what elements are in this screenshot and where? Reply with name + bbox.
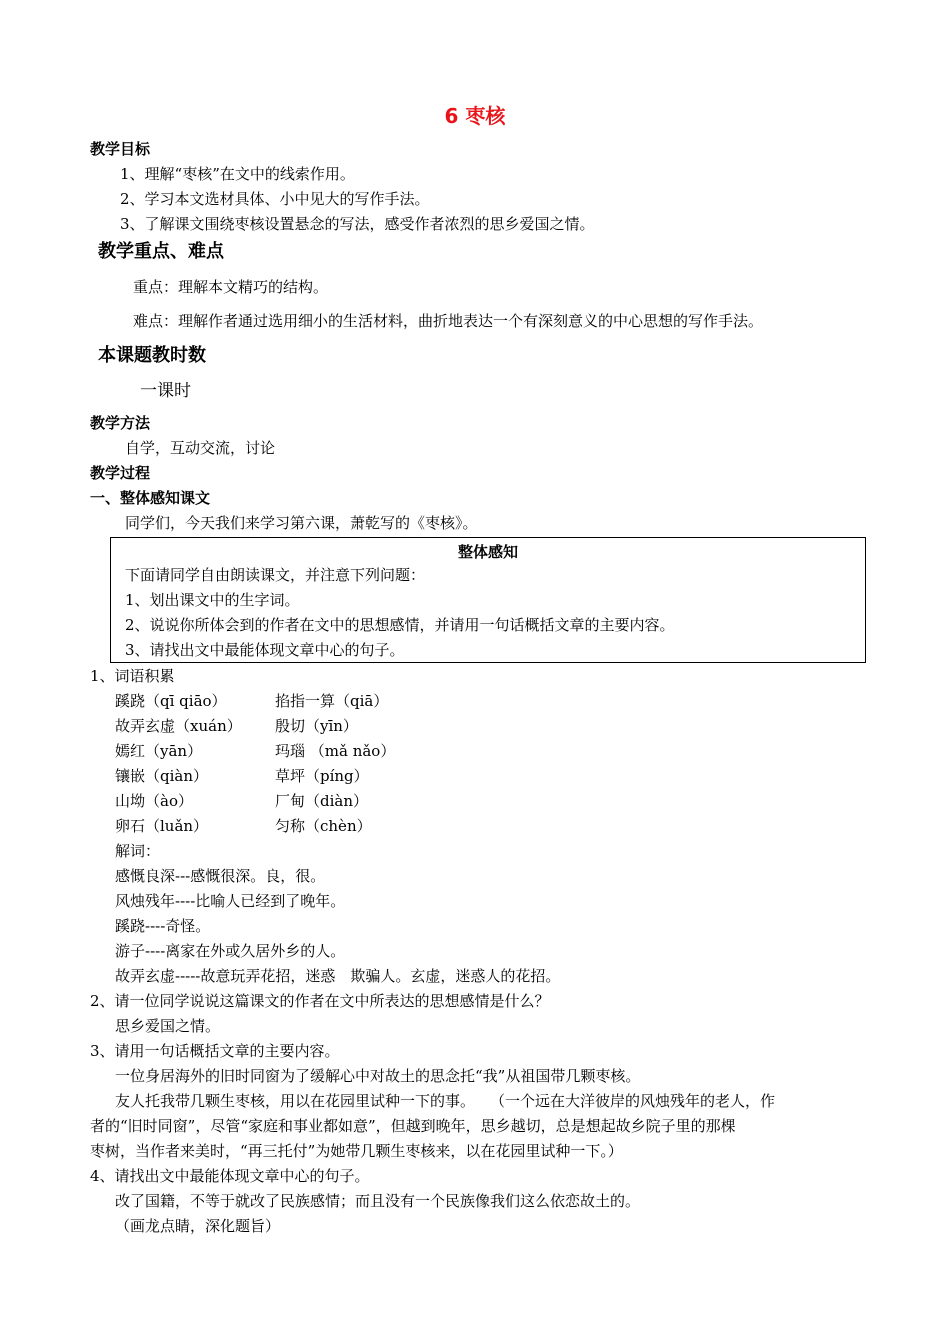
question-4: 4、请找出文中最能体现文章中心的句子。 <box>90 1167 370 1185</box>
goal-item: 3、了解课文围绕枣核设置悬念的写法，感受作者浓烈的思乡爱国之情。 <box>120 215 595 233</box>
answer-3-detail: 枣树，当作者来美时，“再三托付”为她带几颗生枣核来，以在花园里试种一下。） <box>90 1142 623 1160</box>
question-3: 3、请用一句话概括文章的主要内容。 <box>90 1042 340 1060</box>
hours-value: 一课时 <box>140 381 191 401</box>
page-title: 6 枣核 <box>444 104 506 128</box>
vocab-item: 匀称（chèn） <box>275 817 372 835</box>
answer-3-detail: 者的“旧时同窗”，尽管“家庭和事业都如意”，但越到晚年，思乡越切，总是想起故乡院子里的那棵 <box>90 1117 736 1135</box>
focus-text: 重点：理解本文精巧的结构。 <box>133 278 329 296</box>
vocab-item: 镶嵌（qiàn） <box>115 767 209 785</box>
method-value: 自学，互动交流，讨论 <box>125 439 276 457</box>
box-line: 2、说说你所体会到的作者在文中的思想感情，并请用一句话概括文章的主要内容。 <box>125 616 675 634</box>
answer-4: 改了国籍，不等于就改了民族感情；而且没有一个民族像我们这么依恋故土的。 <box>115 1192 641 1210</box>
vocab-item: 玛瑙 （mǎ nǎo） <box>275 742 396 760</box>
explain-line: 感慨良深---感慨很深。良，很。 <box>115 867 326 885</box>
explain-heading: 解词： <box>115 842 161 860</box>
goal-item: 1、理解“枣核”在文中的线索作用。 <box>120 165 355 183</box>
vocab-item: 草坪（píng） <box>275 767 369 785</box>
process-heading: 教学过程 <box>90 464 151 482</box>
explain-line: 风烛残年----比喻人已经到了晚年。 <box>115 892 346 910</box>
vocab-heading: 1、词语积累 <box>90 667 175 685</box>
answer-3: 一位身居海外的旧时同窗为了缓解心中对故土的思念托“我”从祖国带几颗枣核。 <box>115 1067 641 1085</box>
vocab-item: 卵石（luǎn） <box>115 817 209 835</box>
hours-heading: 本课题教时数 <box>98 345 206 366</box>
goal-item: 2、学习本文选材具体、小中见大的写作手法。 <box>120 190 430 208</box>
intro-text: 同学们，今天我们来学习第六课，萧乾写的《枣核》。 <box>125 514 478 532</box>
explain-line: 蹊跷----奇怪。 <box>115 917 211 935</box>
vocab-item: 蹊跷（qī qiāo） <box>115 692 227 710</box>
box-line: 3、请找出文中最能体现文章中心的句子。 <box>125 641 405 659</box>
vocab-item: 厂甸（diàn） <box>275 792 369 810</box>
box-line: 下面请同学自由朗读课文，并注意下列问题： <box>125 566 426 584</box>
box-line: 1、划出课文中的生字词。 <box>125 591 300 609</box>
goals-heading: 教学目标 <box>90 140 151 158</box>
difficulty-text: 难点：理解作者通过选用细小的生活材料，曲折地表达一个有深刻意义的中心思想的写作手法。 <box>133 312 764 330</box>
explain-line: 故弄玄虚-----故意玩弄花招，迷惑 欺骗人。玄虚，迷惑人的花招。 <box>115 967 561 985</box>
vocab-item: 故弄玄虚（xuán） <box>115 717 242 735</box>
vocab-item: 山坳（ào） <box>115 792 193 810</box>
answer-3-detail: 友人托我带几颗生枣核，用以在花园里试种一下的事。 （一个远在大洋彼岸的风烛残年的老人，作 <box>115 1092 776 1110</box>
vocab-item: 殷切（yīn） <box>275 717 358 735</box>
method-heading: 教学方法 <box>90 414 151 432</box>
question-2: 2、请一位同学说说这篇课文的作者在文中所表达的思想感情是什么？ <box>90 992 550 1010</box>
box-title: 整体感知 <box>457 543 518 561</box>
key-points-heading: 教学重点、难点 <box>98 241 224 262</box>
vocab-item: 掐指一算（qiā） <box>275 692 389 710</box>
answer-4-note: （画龙点睛，深化题旨） <box>115 1217 281 1235</box>
explain-line: 游子----离家在外或久居外乡的人。 <box>115 942 346 960</box>
section-heading: 一、整体感知课文 <box>90 489 211 507</box>
vocab-item: 嫣红（yān） <box>115 742 203 760</box>
answer-2: 思乡爱国之情。 <box>115 1017 221 1035</box>
